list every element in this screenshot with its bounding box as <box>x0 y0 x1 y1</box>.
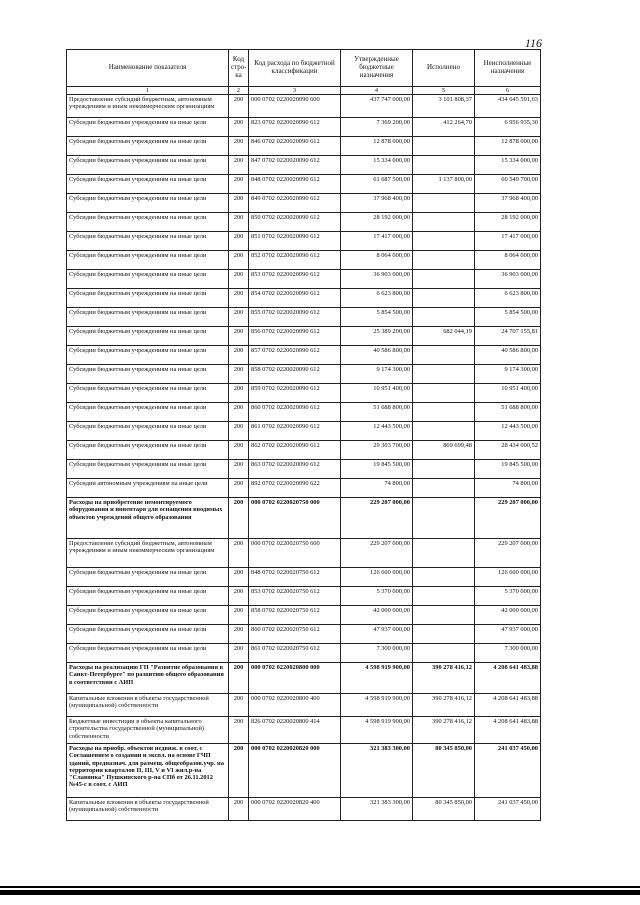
row-name-cell: Расходы на реализацию ГП "Развитие образования в Санкт-Петербурге" по развитию общего образования в соответствии с АИП <box>67 663 229 694</box>
unexecuted-amount-cell: 229 207 000,00 <box>475 498 541 539</box>
row-name-cell: Субсидии бюджетным учреждениям на иные цели <box>67 346 229 365</box>
approved-amount-cell: 9 174 300,00 <box>341 365 413 384</box>
executed-amount-cell: 682 044,19 <box>413 327 475 346</box>
budget-code-cell: 853 0702 0220020750 612 <box>249 587 341 606</box>
executed-amount-cell <box>413 156 475 175</box>
row-code-cell: 200 <box>229 539 249 568</box>
unexecuted-amount-cell: 74 800,00 <box>475 479 541 498</box>
approved-amount-cell: 321 383 300,00 <box>341 798 413 821</box>
budget-execution-table <box>66 49 541 821</box>
approved-amount-cell: 8 064 000,00 <box>341 251 413 270</box>
executed-amount-cell: 80 345 850,00 <box>413 744 475 798</box>
executed-amount-cell <box>413 137 475 156</box>
table-row <box>67 539 541 568</box>
approved-amount-cell: 4 598 919 900,00 <box>341 663 413 694</box>
header-executed: Исполнено <box>413 50 475 87</box>
row-name-cell: Субсидии бюджетным учреждениям на иные цели <box>67 156 229 175</box>
executed-amount-cell <box>413 194 475 213</box>
unexecuted-amount-cell: 6 623 800,00 <box>475 289 541 308</box>
unexecuted-amount-cell: 19 845 500,00 <box>475 460 541 479</box>
approved-amount-cell: 6 623 800,00 <box>341 289 413 308</box>
executed-amount-cell <box>413 365 475 384</box>
row-name-cell: Субсидии бюджетным учреждениям на иные цели <box>67 460 229 479</box>
row-name-cell: Субсидии бюджетным учреждениям на иные цели <box>67 194 229 213</box>
unexecuted-amount-cell: 12 443 500,00 <box>475 422 541 441</box>
table-row <box>67 232 541 251</box>
executed-amount-cell: 390 278 416,12 <box>413 694 475 717</box>
header-code: Код стро-ка <box>229 50 249 87</box>
approved-amount-cell: 12 878 000,00 <box>341 137 413 156</box>
row-code-cell: 200 <box>229 422 249 441</box>
table-header-row <box>67 50 541 87</box>
unexecuted-amount-cell: 36 903 000,00 <box>475 270 541 289</box>
table-row <box>67 213 541 232</box>
executed-amount-cell <box>413 498 475 539</box>
row-code-cell: 200 <box>229 587 249 606</box>
executed-amount-cell <box>413 403 475 422</box>
row-name-cell: Предоставление субсидий бюджетным, автономным учреждениям и иным некоммерческим организациям <box>67 95 229 118</box>
table-row <box>67 175 541 194</box>
row-code-cell: 200 <box>229 694 249 717</box>
executed-amount-cell <box>413 384 475 403</box>
approved-amount-cell: 17 417 000,00 <box>341 232 413 251</box>
row-code-cell: 200 <box>229 327 249 346</box>
row-name-cell: Субсидии бюджетным учреждениям на иные цели <box>67 118 229 137</box>
unexecuted-amount-cell: 24 707 155,81 <box>475 327 541 346</box>
unexecuted-amount-cell: 4 208 641 483,88 <box>475 694 541 717</box>
unexecuted-amount-cell: 42 000 000,00 <box>475 606 541 625</box>
row-name-cell: Субсидии бюджетным учреждениям на иные цели <box>67 365 229 384</box>
row-code-cell: 200 <box>229 137 249 156</box>
row-code-cell: 200 <box>229 663 249 694</box>
table-row <box>67 327 541 346</box>
row-code-cell: 200 <box>229 270 249 289</box>
executed-amount-cell <box>413 346 475 365</box>
row-code-cell: 200 <box>229 568 249 587</box>
row-code-cell: 200 <box>229 365 249 384</box>
row-code-cell: 200 <box>229 606 249 625</box>
row-name-cell: Субсидии бюджетным учреждениям на иные цели <box>67 213 229 232</box>
approved-amount-cell: 36 903 000,00 <box>341 270 413 289</box>
approved-amount-cell: 37 968 400,00 <box>341 194 413 213</box>
budget-code-cell: 000 0702 0220020800 000 <box>249 663 341 694</box>
row-code-cell: 200 <box>229 498 249 539</box>
budget-code-cell: 000 0702 0220020800 400 <box>249 694 341 717</box>
budget-code-cell: 000 0702 0220020820 000 <box>249 744 341 798</box>
table-row <box>67 798 541 821</box>
table-row <box>67 441 541 460</box>
table-row <box>67 194 541 213</box>
unexecuted-amount-cell: 51 688 800,00 <box>475 403 541 422</box>
unexecuted-amount-cell: 4 208 641 483,88 <box>475 663 541 694</box>
row-code-cell: 200 <box>229 156 249 175</box>
executed-amount-cell <box>413 625 475 644</box>
row-name-cell: Капитальные вложения в объекты государственной (муниципальной) собственности <box>67 798 229 821</box>
page-number: 116 <box>524 36 542 50</box>
row-name-cell: Предоставление субсидий бюджетным, автономным учреждениям и иным некоммерческим организациям <box>67 539 229 568</box>
executed-amount-cell <box>413 289 475 308</box>
budget-code-cell: 855 0702 0220020090 612 <box>249 308 341 327</box>
header-unexecuted: Неисполненные назначения <box>475 50 541 87</box>
executed-amount-cell: 390 278 416,12 <box>413 663 475 694</box>
executed-amount-cell <box>413 644 475 663</box>
table-row <box>67 717 541 744</box>
budget-code-cell: 863 0702 0220020090 612 <box>249 460 341 479</box>
budget-code-cell: 892 0702 0220020090 622 <box>249 479 341 498</box>
executed-amount-cell: 412 264,70 <box>413 118 475 137</box>
budget-code-cell: 859 0702 0220020090 612 <box>249 384 341 403</box>
table-body <box>67 95 541 821</box>
table-row <box>67 694 541 717</box>
approved-amount-cell: 437 747 000,00 <box>341 95 413 118</box>
executed-amount-cell <box>413 460 475 479</box>
approved-amount-cell: 7 300 000,00 <box>341 644 413 663</box>
row-name-cell: Бюджетные инвестиции в объекты капитального строительства государственной (муниципальной) собственности <box>67 717 229 744</box>
budget-code-cell: 852 0702 0220020090 612 <box>249 251 341 270</box>
executed-amount-cell: 3 101 808,37 <box>413 95 475 118</box>
row-name-cell: Субсидии бюджетным учреждениям на иные цели <box>67 327 229 346</box>
unexecuted-amount-cell: 10 951 400,00 <box>475 384 541 403</box>
approved-amount-cell: 15 334 000,00 <box>341 156 413 175</box>
approved-amount-cell: 229 207 000,00 <box>341 539 413 568</box>
row-name-cell: Субсидии бюджетным учреждениям на иные цели <box>67 587 229 606</box>
row-code-cell: 200 <box>229 289 249 308</box>
table-row <box>67 251 541 270</box>
unexecuted-amount-cell: 28 192 000,00 <box>475 213 541 232</box>
budget-code-cell: 826 0702 0220020800 414 <box>249 717 341 744</box>
row-name-cell: Субсидии бюджетным учреждениям на иные цели <box>67 137 229 156</box>
table-row <box>67 384 541 403</box>
table-row <box>67 156 541 175</box>
row-name-cell: Субсидии автономным учреждениям на иные цели <box>67 479 229 498</box>
unexecuted-amount-cell: 15 334 000,00 <box>475 156 541 175</box>
budget-code-cell: 847 0702 0220020090 612 <box>249 156 341 175</box>
unexecuted-amount-cell: 28 434 000,52 <box>475 441 541 460</box>
unexecuted-amount-cell: 7 300 000,00 <box>475 644 541 663</box>
unexecuted-amount-cell: 4 208 641 483,88 <box>475 717 541 744</box>
budget-code-cell: 851 0702 0220020090 612 <box>249 232 341 251</box>
executed-amount-cell <box>413 568 475 587</box>
approved-amount-cell: 29 303 700,00 <box>341 441 413 460</box>
budget-code-cell: 853 0702 0220020090 612 <box>249 270 341 289</box>
row-code-cell: 200 <box>229 118 249 137</box>
table-row <box>67 289 541 308</box>
table-row <box>67 308 541 327</box>
approved-amount-cell: 10 951 400,00 <box>341 384 413 403</box>
budget-code-cell: 861 0702 0220020750 612 <box>249 644 341 663</box>
approved-amount-cell: 42 000 000,00 <box>341 606 413 625</box>
row-name-cell: Расходы на приобр. объектов недвиж. в соот. с Соглашением о создании и экспл. на основе ГЧП зданий, предназнач. для размещ. общеобразов.учр. на территории кварталов II, III, V и VI жил.р-на "Славянка" Пушкинского р-на СПб от 26.11.2012 №45-с в соот. с АИП <box>67 744 229 798</box>
budget-code-cell: 848 0702 0220020750 612 <box>249 568 341 587</box>
budget-code-cell: 857 0702 0220020090 612 <box>249 346 341 365</box>
table-row <box>67 137 541 156</box>
unexecuted-amount-cell: 241 037 450,00 <box>475 744 541 798</box>
budget-code-cell: 854 0702 0220020090 612 <box>249 289 341 308</box>
row-name-cell: Расходы на приобретение немонтируемого оборудования и инвентаря для оснащения вводимых объектов учреждений общего образования <box>67 498 229 539</box>
bottom-rule-thick <box>0 890 640 895</box>
budget-code-cell: 849 0702 0220020090 612 <box>249 194 341 213</box>
row-name-cell: Субсидии бюджетным учреждениям на иные цели <box>67 606 229 625</box>
table-row <box>67 422 541 441</box>
budget-code-cell: 000 0702 0220020750 600 <box>249 539 341 568</box>
unexecuted-amount-cell: 60 549 700,00 <box>475 175 541 194</box>
header-budget-code: Код расхода по бюджетной классификации <box>249 50 341 87</box>
unexecuted-amount-cell: 229 207 000,00 <box>475 539 541 568</box>
approved-amount-cell: 28 192 000,00 <box>341 213 413 232</box>
table-row <box>67 644 541 663</box>
row-name-cell: Субсидии бюджетным учреждениям на иные цели <box>67 232 229 251</box>
row-code-cell: 200 <box>229 644 249 663</box>
executed-amount-cell <box>413 270 475 289</box>
row-code-cell: 200 <box>229 384 249 403</box>
budget-code-cell: 000 0702 0220020090 600 <box>249 95 341 118</box>
bottom-rule <box>0 886 640 888</box>
executed-amount-cell: 80 345 850,00 <box>413 798 475 821</box>
table-row <box>67 663 541 694</box>
approved-amount-cell: 74 800,00 <box>341 479 413 498</box>
row-name-cell: Субсидии бюджетным учреждениям на иные цели <box>67 568 229 587</box>
approved-amount-cell: 321 383 300,00 <box>341 744 413 798</box>
column-number: 5 <box>413 87 475 95</box>
executed-amount-cell <box>413 587 475 606</box>
unexecuted-amount-cell: 47 937 000,00 <box>475 625 541 644</box>
column-number: 2 <box>229 87 249 95</box>
row-name-cell: Субсидии бюджетным учреждениям на иные цели <box>67 384 229 403</box>
budget-code-cell: 860 0702 0220020090 612 <box>249 403 341 422</box>
row-name-cell: Субсидии бюджетным учреждениям на иные цели <box>67 308 229 327</box>
row-code-cell: 200 <box>229 460 249 479</box>
table-row <box>67 479 541 498</box>
header-approved: Утвержденные бюджетные назначения <box>341 50 413 87</box>
table-row <box>67 95 541 118</box>
approved-amount-cell: 40 586 800,00 <box>341 346 413 365</box>
row-code-cell: 200 <box>229 232 249 251</box>
budget-code-cell: 858 0702 0220020090 612 <box>249 365 341 384</box>
budget-code-cell: 862 0702 0220020090 612 <box>249 441 341 460</box>
row-code-cell: 200 <box>229 441 249 460</box>
row-name-cell: Субсидии бюджетным учреждениям на иные цели <box>67 289 229 308</box>
column-number: 6 <box>475 87 541 95</box>
row-code-cell: 200 <box>229 346 249 365</box>
budget-code-cell: 856 0702 0220020090 612 <box>249 327 341 346</box>
executed-amount-cell <box>413 213 475 232</box>
column-number: 3 <box>249 87 341 95</box>
row-code-cell: 200 <box>229 744 249 798</box>
row-code-cell: 200 <box>229 479 249 498</box>
executed-amount-cell <box>413 308 475 327</box>
executed-amount-cell <box>413 232 475 251</box>
table-row <box>67 403 541 422</box>
approved-amount-cell: 19 845 500,00 <box>341 460 413 479</box>
approved-amount-cell: 61 687 500,00 <box>341 175 413 194</box>
approved-amount-cell: 5 854 500,00 <box>341 308 413 327</box>
unexecuted-amount-cell: 12 878 000,00 <box>475 137 541 156</box>
row-code-cell: 200 <box>229 403 249 422</box>
row-name-cell: Субсидии бюджетным учреждениям на иные цели <box>67 403 229 422</box>
approved-amount-cell: 51 688 800,00 <box>341 403 413 422</box>
header-name: Наименование показателя <box>67 50 229 87</box>
unexecuted-amount-cell: 17 417 000,00 <box>475 232 541 251</box>
table-row <box>67 606 541 625</box>
row-code-cell: 200 <box>229 798 249 821</box>
executed-amount-cell <box>413 251 475 270</box>
row-code-cell: 200 <box>229 717 249 744</box>
unexecuted-amount-cell: 40 586 800,00 <box>475 346 541 365</box>
approved-amount-cell: 4 598 919 900,00 <box>341 717 413 744</box>
approved-amount-cell: 47 937 000,00 <box>341 625 413 644</box>
table-row <box>67 625 541 644</box>
table-row <box>67 270 541 289</box>
approved-amount-cell: 229 207 000,00 <box>341 498 413 539</box>
table-row <box>67 587 541 606</box>
executed-amount-cell <box>413 539 475 568</box>
row-code-cell: 200 <box>229 194 249 213</box>
column-number: 1 <box>67 87 229 95</box>
budget-code-cell: 860 0702 0220020750 612 <box>249 625 341 644</box>
column-number-row <box>67 87 541 95</box>
row-name-cell: Субсидии бюджетным учреждениям на иные цели <box>67 625 229 644</box>
row-name-cell: Субсидии бюджетным учреждениям на иные цели <box>67 251 229 270</box>
approved-amount-cell: 5 370 000,00 <box>341 587 413 606</box>
approved-amount-cell: 7 369 200,00 <box>341 118 413 137</box>
row-code-cell: 200 <box>229 95 249 118</box>
executed-amount-cell <box>413 479 475 498</box>
budget-code-cell: 000 0702 0220020820 400 <box>249 798 341 821</box>
row-name-cell: Субсидии бюджетным учреждениям на иные цели <box>67 422 229 441</box>
budget-code-cell: 000 0702 0220020750 000 <box>249 498 341 539</box>
table-row <box>67 346 541 365</box>
column-number: 4 <box>341 87 413 95</box>
budget-code-cell: 823 0702 0220020090 612 <box>249 118 341 137</box>
approved-amount-cell: 126 600 000,00 <box>341 568 413 587</box>
unexecuted-amount-cell: 5 854 500,00 <box>475 308 541 327</box>
row-code-cell: 200 <box>229 175 249 194</box>
row-name-cell: Субсидии бюджетным учреждениям на иные цели <box>67 644 229 663</box>
row-code-cell: 200 <box>229 308 249 327</box>
approved-amount-cell: 4 598 919 900,00 <box>341 694 413 717</box>
executed-amount-cell <box>413 422 475 441</box>
budget-code-cell: 861 0702 0220020090 612 <box>249 422 341 441</box>
budget-code-cell: 850 0702 0220020090 612 <box>249 213 341 232</box>
unexecuted-amount-cell: 126 600 000,00 <box>475 568 541 587</box>
row-code-cell: 200 <box>229 625 249 644</box>
table-row <box>67 498 541 539</box>
table-row <box>67 118 541 137</box>
budget-code-cell: 846 0702 0220020090 612 <box>249 137 341 156</box>
row-name-cell: Субсидии бюджетным учреждениям на иные цели <box>67 175 229 194</box>
unexecuted-amount-cell: 9 174 300,00 <box>475 365 541 384</box>
executed-amount-cell: 390 278 416,12 <box>413 717 475 744</box>
table-row <box>67 744 541 798</box>
table-row <box>67 365 541 384</box>
executed-amount-cell: 1 137 800,00 <box>413 175 475 194</box>
row-name-cell: Капитальные вложения в объекты государственной (муниципальной) собственности <box>67 694 229 717</box>
unexecuted-amount-cell: 5 370 000,00 <box>475 587 541 606</box>
table-row <box>67 568 541 587</box>
unexecuted-amount-cell: 8 064 000,00 <box>475 251 541 270</box>
table-row <box>67 460 541 479</box>
row-name-cell: Субсидии бюджетным учреждениям на иные цели <box>67 441 229 460</box>
row-code-cell: 200 <box>229 213 249 232</box>
budget-code-cell: 848 0702 0220020090 612 <box>249 175 341 194</box>
unexecuted-amount-cell: 434 645 591,63 <box>475 95 541 118</box>
approved-amount-cell: 25 389 200,00 <box>341 327 413 346</box>
executed-amount-cell <box>413 606 475 625</box>
budget-code-cell: 858 0702 0220020750 612 <box>249 606 341 625</box>
unexecuted-amount-cell: 6 956 935,30 <box>475 118 541 137</box>
unexecuted-amount-cell: 241 037 450,00 <box>475 798 541 821</box>
unexecuted-amount-cell: 37 968 400,00 <box>475 194 541 213</box>
row-code-cell: 200 <box>229 251 249 270</box>
approved-amount-cell: 12 443 500,00 <box>341 422 413 441</box>
executed-amount-cell: 869 699,48 <box>413 441 475 460</box>
row-name-cell: Субсидии бюджетным учреждениям на иные цели <box>67 270 229 289</box>
